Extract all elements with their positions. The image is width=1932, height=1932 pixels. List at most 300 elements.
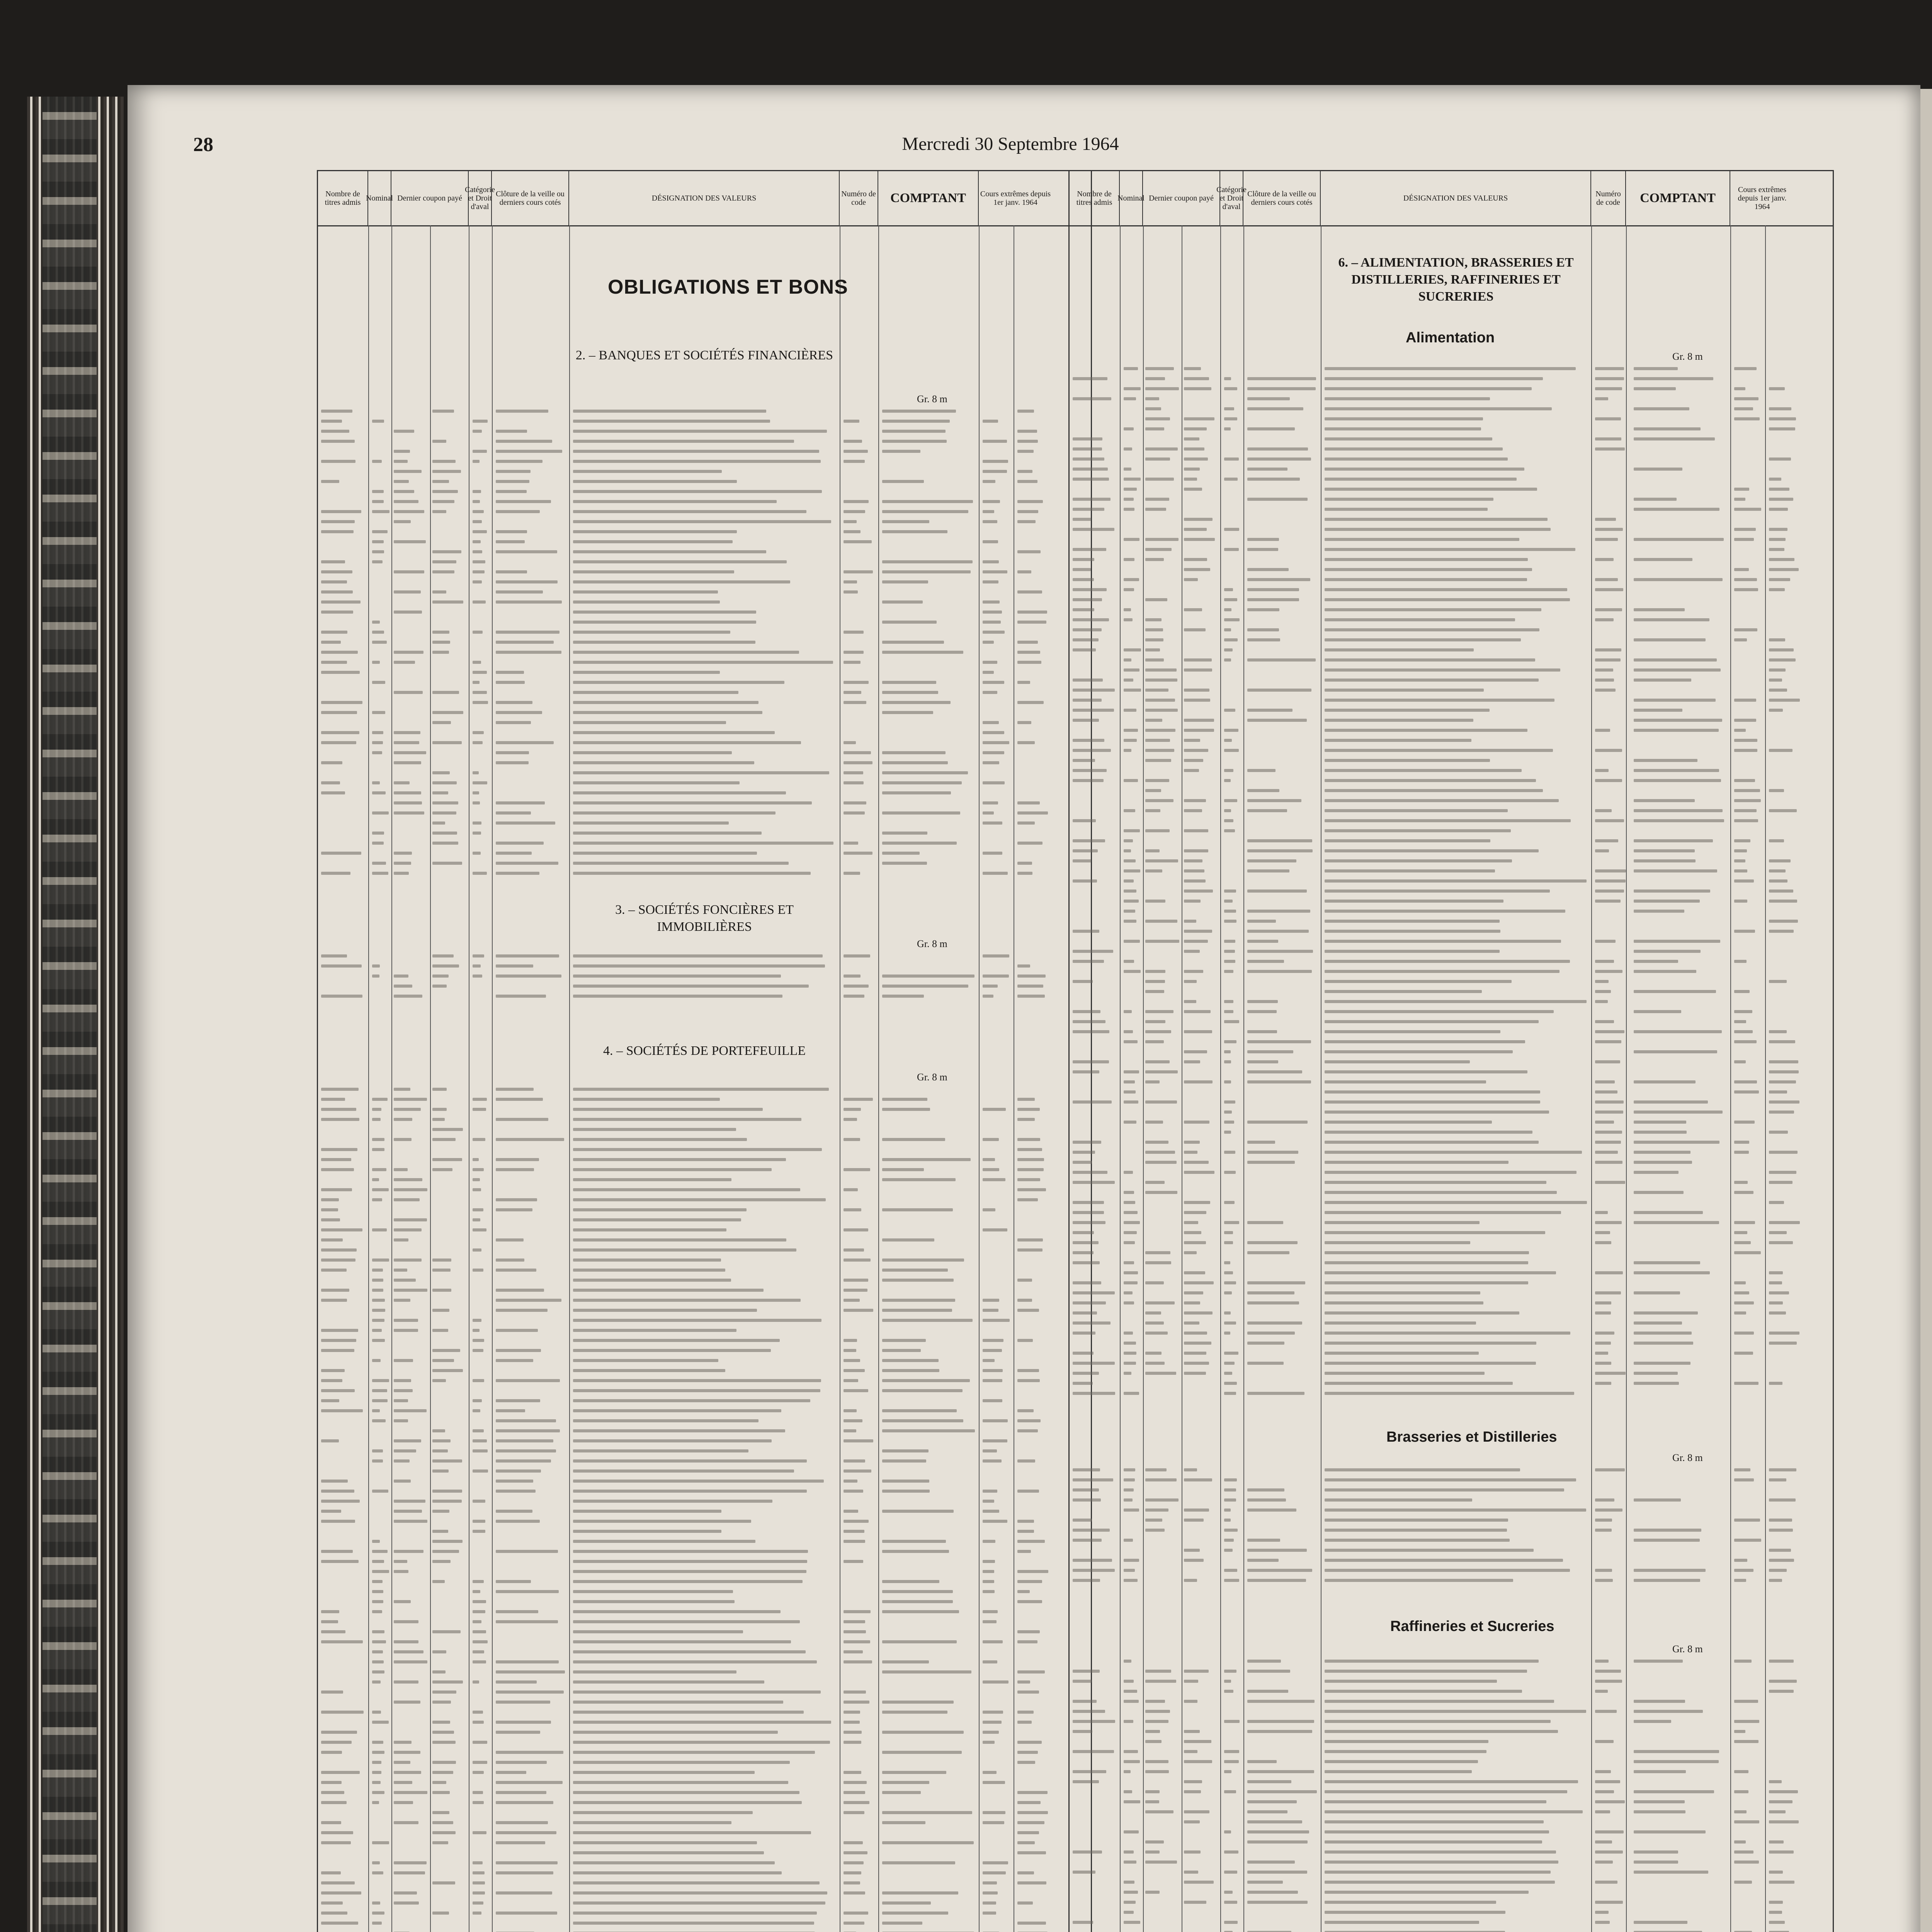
table-row bbox=[1070, 847, 1833, 855]
table-row bbox=[318, 1276, 1091, 1284]
table-row bbox=[318, 859, 1091, 867]
table-row bbox=[1070, 1918, 1833, 1927]
table-row bbox=[1070, 364, 1833, 373]
table-row bbox=[318, 1808, 1091, 1817]
table-row bbox=[318, 608, 1091, 616]
table-row bbox=[1070, 1516, 1833, 1524]
table-row bbox=[1070, 1476, 1833, 1484]
table-row bbox=[318, 1366, 1091, 1375]
table-row bbox=[1070, 1928, 1833, 1932]
table-row bbox=[318, 779, 1091, 787]
table-row bbox=[318, 1185, 1091, 1194]
table-row bbox=[1070, 1168, 1833, 1177]
table-row bbox=[1070, 405, 1833, 413]
table-row bbox=[318, 1457, 1091, 1465]
table-row bbox=[1070, 1818, 1833, 1826]
table-row bbox=[318, 1336, 1091, 1345]
table-row bbox=[318, 1597, 1091, 1606]
table-row bbox=[318, 1396, 1091, 1405]
table-row bbox=[1070, 1898, 1833, 1906]
table-row bbox=[318, 1095, 1091, 1104]
table-row bbox=[1070, 907, 1833, 915]
table-row bbox=[318, 748, 1091, 757]
entries-raffineries bbox=[1070, 1657, 1833, 1932]
table-row bbox=[318, 1356, 1091, 1365]
table-row bbox=[1070, 867, 1833, 875]
table-row bbox=[1070, 384, 1833, 393]
table-row bbox=[318, 698, 1091, 707]
table-row bbox=[1070, 917, 1833, 925]
table-row bbox=[318, 417, 1091, 425]
table-row bbox=[318, 1165, 1091, 1174]
header-nombre: Nombre de titres admis bbox=[318, 171, 368, 225]
table-row bbox=[318, 1477, 1091, 1485]
table-row bbox=[318, 1085, 1091, 1094]
table-row bbox=[318, 598, 1091, 606]
table-row bbox=[318, 1698, 1091, 1706]
table-row bbox=[318, 568, 1091, 576]
table-row bbox=[1070, 997, 1833, 1006]
table-row bbox=[318, 1688, 1091, 1696]
table-row bbox=[1070, 1767, 1833, 1776]
table-row bbox=[1070, 1369, 1833, 1378]
table-row bbox=[1070, 1526, 1833, 1534]
header-categorie: Catégorie et Droit d'aval bbox=[469, 171, 492, 225]
table-row bbox=[1070, 435, 1833, 443]
table-row bbox=[1070, 465, 1833, 473]
table-row bbox=[1070, 666, 1833, 674]
table-row bbox=[318, 558, 1091, 566]
table-row bbox=[318, 972, 1091, 980]
table-row bbox=[1070, 1319, 1833, 1327]
header-cours: Cours extrêmes depuis 1er janv. 1964 bbox=[980, 190, 1051, 207]
table-row bbox=[1070, 1178, 1833, 1187]
table-row bbox=[318, 578, 1091, 586]
table-row bbox=[318, 1718, 1091, 1726]
table-row bbox=[1070, 776, 1833, 785]
table-row bbox=[1070, 1888, 1833, 1896]
table-row bbox=[1070, 425, 1833, 433]
table-row bbox=[318, 688, 1091, 697]
table-row bbox=[1070, 1777, 1833, 1786]
table-row bbox=[1070, 1808, 1833, 1816]
table-row bbox=[318, 1738, 1091, 1747]
table-row bbox=[318, 1758, 1091, 1767]
table-row bbox=[1070, 1259, 1833, 1267]
table-row bbox=[1070, 887, 1833, 895]
table-row bbox=[1070, 696, 1833, 704]
table-row bbox=[1070, 1657, 1833, 1665]
table-row bbox=[1070, 1007, 1833, 1016]
table-row bbox=[318, 1617, 1091, 1626]
table-row bbox=[1070, 545, 1833, 554]
table-row bbox=[1070, 1878, 1833, 1886]
table-row bbox=[1070, 1148, 1833, 1156]
table-row bbox=[1070, 1848, 1833, 1856]
table-row bbox=[318, 1849, 1091, 1857]
table-row bbox=[1070, 957, 1833, 966]
table-row bbox=[318, 1115, 1091, 1124]
group-raffineries: Gr. 8 m bbox=[1672, 1643, 1703, 1655]
header-coupon: Dernier coupon payé bbox=[391, 171, 469, 225]
table-row bbox=[1070, 1198, 1833, 1207]
table-row bbox=[1070, 455, 1833, 463]
table-row bbox=[1070, 1566, 1833, 1575]
section-banques: 2. – BANQUES ET SOCIÉTÉS FINANCIÈRES bbox=[575, 348, 833, 362]
table-row bbox=[318, 759, 1091, 767]
table-row bbox=[318, 1145, 1091, 1154]
table-row bbox=[1070, 927, 1833, 935]
table-row bbox=[1070, 686, 1833, 694]
table-row bbox=[1070, 1228, 1833, 1237]
table-row bbox=[318, 1376, 1091, 1385]
table-row bbox=[1070, 595, 1833, 604]
group-alimentation: Gr. 8 m bbox=[1672, 351, 1703, 362]
table-row bbox=[1070, 1058, 1833, 1066]
table-row bbox=[318, 1638, 1091, 1646]
table-row bbox=[318, 1577, 1091, 1586]
table-row bbox=[1070, 656, 1833, 664]
table-row bbox=[318, 638, 1091, 646]
table-row bbox=[318, 427, 1091, 435]
header-comptant-r: COMPTANT bbox=[1626, 171, 1730, 225]
table-row bbox=[1070, 1108, 1833, 1116]
section-alimentation: 6. – ALIMENTATION, BRASSERIES ET DISTILLERIES, RAFFINERIES ET SUCRERIES bbox=[1338, 255, 1574, 304]
table-row bbox=[318, 1266, 1091, 1274]
table-row bbox=[318, 869, 1091, 878]
table-row bbox=[1070, 796, 1833, 805]
table-row bbox=[1070, 1289, 1833, 1297]
table-row bbox=[318, 839, 1091, 847]
table-row bbox=[1070, 987, 1833, 996]
table-row bbox=[318, 1879, 1091, 1887]
table-row bbox=[318, 437, 1091, 446]
table-row bbox=[1070, 1486, 1833, 1494]
table-row bbox=[1070, 746, 1833, 755]
table-row bbox=[1070, 1279, 1833, 1287]
table-row bbox=[318, 1527, 1091, 1536]
entries-banques bbox=[318, 407, 1091, 886]
table-row bbox=[1070, 585, 1833, 594]
table-row bbox=[318, 1658, 1091, 1666]
header-code: Numéro de code bbox=[840, 171, 878, 225]
group-foncieres: Gr. 8 m bbox=[917, 938, 947, 949]
table-row bbox=[318, 1728, 1091, 1736]
table-row bbox=[318, 648, 1091, 656]
table-row bbox=[318, 1135, 1091, 1144]
table-row bbox=[1070, 1576, 1833, 1585]
table-row bbox=[1070, 1677, 1833, 1685]
table-row bbox=[318, 1427, 1091, 1435]
table-row bbox=[318, 1547, 1091, 1556]
left-table-header bbox=[318, 171, 1091, 226]
table-row bbox=[318, 1567, 1091, 1576]
table-row bbox=[1070, 837, 1833, 845]
main-title: OBLIGATIONS ET BONS bbox=[608, 276, 848, 298]
table-row bbox=[318, 1286, 1091, 1294]
table-row bbox=[1070, 1717, 1833, 1726]
table-row bbox=[318, 1587, 1091, 1596]
table-row bbox=[318, 1226, 1091, 1234]
table-row bbox=[1070, 1027, 1833, 1036]
table-row bbox=[1070, 616, 1833, 624]
table-row bbox=[1070, 1118, 1833, 1126]
table-row bbox=[1070, 535, 1833, 544]
table-row bbox=[318, 1487, 1091, 1495]
table-row bbox=[318, 1648, 1091, 1656]
entries-foncieres bbox=[318, 952, 1091, 1010]
table-row bbox=[1070, 1017, 1833, 1026]
next-page-edge bbox=[1920, 89, 1932, 1932]
table-row bbox=[1070, 395, 1833, 403]
table-row bbox=[318, 628, 1091, 636]
table-row bbox=[1070, 1536, 1833, 1544]
header-cloture: Clôture de la veille ou derniers cours cotés bbox=[492, 171, 569, 225]
table-row bbox=[318, 809, 1091, 817]
table-row bbox=[318, 738, 1091, 747]
table-row bbox=[318, 1557, 1091, 1566]
table-row bbox=[318, 952, 1091, 960]
table-row bbox=[318, 1497, 1091, 1505]
table-row bbox=[1070, 445, 1833, 453]
table-row bbox=[1070, 636, 1833, 644]
table-row bbox=[318, 1678, 1091, 1686]
table-row bbox=[1070, 1339, 1833, 1347]
table-row bbox=[1070, 1687, 1833, 1696]
table-row bbox=[318, 1216, 1091, 1224]
table-row bbox=[318, 487, 1091, 496]
sub-raffineries: Raffineries et Sucreries bbox=[1390, 1618, 1554, 1634]
table-row bbox=[318, 1236, 1091, 1244]
table-row bbox=[1070, 1798, 1833, 1806]
table-row bbox=[318, 849, 1091, 857]
table-row bbox=[318, 1386, 1091, 1395]
table-row bbox=[318, 1175, 1091, 1184]
table-row bbox=[1070, 1546, 1833, 1554]
table-row bbox=[1070, 977, 1833, 986]
table-row bbox=[1070, 786, 1833, 795]
table-row bbox=[1070, 1389, 1833, 1398]
table-row bbox=[1070, 736, 1833, 745]
table-row bbox=[318, 1838, 1091, 1847]
table-row bbox=[318, 618, 1091, 626]
table-row bbox=[318, 477, 1091, 486]
table-row bbox=[1070, 1359, 1833, 1367]
table-row bbox=[318, 1206, 1091, 1214]
table-row bbox=[1070, 1828, 1833, 1836]
table-row bbox=[318, 992, 1091, 1000]
table-row bbox=[318, 799, 1091, 807]
table-row bbox=[318, 588, 1091, 596]
table-row bbox=[318, 1798, 1091, 1807]
table-row bbox=[318, 1668, 1091, 1676]
sub-alimentation: Alimentation bbox=[1406, 330, 1495, 346]
header-nombre-r: Nombre de titres admis bbox=[1070, 171, 1120, 225]
table-row bbox=[1070, 1128, 1833, 1136]
table-row bbox=[1070, 575, 1833, 584]
table-row bbox=[318, 1196, 1091, 1204]
table-row bbox=[318, 1818, 1091, 1827]
table-row bbox=[1070, 1466, 1833, 1474]
table-row bbox=[318, 1246, 1091, 1254]
table-row bbox=[1070, 1349, 1833, 1357]
table-row bbox=[1070, 877, 1833, 885]
table-row bbox=[318, 962, 1091, 970]
table-row bbox=[318, 769, 1091, 777]
table-row bbox=[318, 548, 1091, 556]
sub-brasseries: Brasseries et Distilleries bbox=[1386, 1429, 1557, 1445]
table-row bbox=[1070, 1838, 1833, 1846]
table-row bbox=[318, 1919, 1091, 1927]
table-row bbox=[318, 447, 1091, 456]
header-designation: DÉSIGNATION DES VALEURS bbox=[569, 171, 840, 225]
table-row bbox=[1070, 505, 1833, 514]
table-row bbox=[1070, 475, 1833, 483]
table-row bbox=[1070, 1048, 1833, 1056]
group-banques: Gr. 8 m bbox=[917, 393, 947, 405]
table-row bbox=[318, 1708, 1091, 1716]
table-row bbox=[1070, 1667, 1833, 1675]
table-row bbox=[318, 1899, 1091, 1907]
table-row bbox=[1070, 1269, 1833, 1277]
table-row bbox=[318, 658, 1091, 667]
entries-brasseries bbox=[1070, 1466, 1833, 1593]
table-row bbox=[318, 1537, 1091, 1546]
table-row bbox=[1070, 646, 1833, 654]
section-foncieres: 3. – SOCIÉTÉS FONCIÈRES ET IMMOBILIÈRES bbox=[615, 903, 794, 934]
table-row bbox=[1070, 1078, 1833, 1086]
table-row bbox=[1070, 415, 1833, 423]
table-row bbox=[318, 1105, 1091, 1114]
table-row bbox=[318, 1256, 1091, 1264]
table-row bbox=[318, 537, 1091, 546]
table-row bbox=[318, 1889, 1091, 1897]
table-row bbox=[1070, 565, 1833, 574]
table-row bbox=[1070, 1737, 1833, 1746]
header-cours-r: Cours extrêmes depuis 1er janv. 1964 bbox=[1738, 185, 1787, 211]
page-header bbox=[193, 133, 1828, 156]
table-row bbox=[318, 982, 1091, 990]
table-row bbox=[1070, 706, 1833, 714]
table-row bbox=[1070, 1299, 1833, 1307]
table-row bbox=[1070, 626, 1833, 634]
entries-portefeuille bbox=[318, 1085, 1091, 1932]
table-row bbox=[1070, 1868, 1833, 1876]
table-row bbox=[318, 1155, 1091, 1164]
table-row bbox=[318, 1607, 1091, 1616]
table-row bbox=[318, 1828, 1091, 1837]
entries-alimentation bbox=[1070, 364, 1833, 1408]
table-row bbox=[1070, 967, 1833, 976]
table-row bbox=[318, 1417, 1091, 1425]
table-row bbox=[1070, 937, 1833, 946]
table-row bbox=[1070, 726, 1833, 735]
header-cloture-r: Clôture de la veille ou derniers cours cotés bbox=[1243, 171, 1321, 225]
table-row bbox=[1070, 897, 1833, 905]
table-row bbox=[1070, 857, 1833, 865]
table-row bbox=[318, 467, 1091, 476]
table-row bbox=[1070, 1088, 1833, 1096]
header-designation-r: DÉSIGNATION DES VALEURS bbox=[1321, 171, 1591, 225]
group-portefeuille: Gr. 8 m bbox=[917, 1071, 947, 1083]
table-row bbox=[318, 1517, 1091, 1526]
table-row bbox=[318, 1507, 1091, 1515]
table-row bbox=[1070, 1727, 1833, 1736]
table-row bbox=[318, 678, 1091, 687]
table-row bbox=[1070, 716, 1833, 724]
table-row bbox=[1070, 1379, 1833, 1388]
table-row bbox=[1070, 1506, 1833, 1514]
table-row bbox=[1070, 766, 1833, 775]
table-row bbox=[1070, 947, 1833, 956]
table-row bbox=[1070, 1496, 1833, 1504]
table-row bbox=[1070, 827, 1833, 835]
table-row bbox=[1070, 555, 1833, 564]
table-row bbox=[318, 407, 1091, 415]
table-row bbox=[318, 1628, 1091, 1636]
table-row bbox=[1070, 374, 1833, 383]
table-row bbox=[1070, 1037, 1833, 1046]
header-coupon-r: Dernier coupon payé bbox=[1143, 171, 1220, 225]
table-row bbox=[1070, 1098, 1833, 1106]
table-row bbox=[1070, 1329, 1833, 1337]
table-row bbox=[318, 1406, 1091, 1415]
table-row bbox=[318, 1768, 1091, 1777]
table-row bbox=[318, 1346, 1091, 1355]
table-row bbox=[318, 1788, 1091, 1797]
binding-tape bbox=[43, 97, 97, 1932]
table-row bbox=[318, 1437, 1091, 1445]
table-row bbox=[1070, 1218, 1833, 1227]
table-row bbox=[318, 1316, 1091, 1325]
table-row bbox=[1070, 1787, 1833, 1796]
table-row bbox=[318, 1909, 1091, 1917]
table-row bbox=[318, 457, 1091, 466]
table-row bbox=[1070, 806, 1833, 815]
page-date: Mercredi 30 Septembre 1964 bbox=[902, 134, 1119, 154]
table-row bbox=[318, 497, 1091, 506]
table-row bbox=[318, 1929, 1091, 1932]
table-row bbox=[318, 517, 1091, 526]
group-brasseries: Gr. 8 m bbox=[1672, 1452, 1703, 1463]
table-row bbox=[318, 1778, 1091, 1787]
page-number: 28 bbox=[193, 134, 213, 156]
table-row bbox=[318, 1447, 1091, 1455]
header-categorie-r: Catégorie et Droit d'aval bbox=[1220, 171, 1243, 225]
right-table bbox=[1068, 170, 1834, 1932]
table-row bbox=[318, 1326, 1091, 1335]
section-portefeuille: 4. – SOCIÉTÉS DE PORTEFEUILLE bbox=[603, 1044, 806, 1058]
table-row bbox=[318, 668, 1091, 677]
table-row bbox=[1070, 816, 1833, 825]
right-table-header bbox=[1070, 171, 1833, 226]
table-row bbox=[1070, 1858, 1833, 1866]
left-table bbox=[317, 170, 1092, 1932]
table-row bbox=[1070, 515, 1833, 524]
table-row bbox=[318, 718, 1091, 727]
table-row bbox=[1070, 1248, 1833, 1257]
table-row bbox=[318, 1125, 1091, 1134]
header-code-r: Numéro de code bbox=[1591, 171, 1626, 225]
header-nominal-r: Nominal bbox=[1120, 171, 1143, 225]
table-row bbox=[1070, 495, 1833, 503]
table-row bbox=[318, 1859, 1091, 1867]
table-row bbox=[1070, 605, 1833, 614]
header-nominal: Nominal bbox=[368, 171, 391, 225]
table-row bbox=[318, 1467, 1091, 1475]
table-row bbox=[318, 527, 1091, 536]
table-row bbox=[1070, 1309, 1833, 1317]
